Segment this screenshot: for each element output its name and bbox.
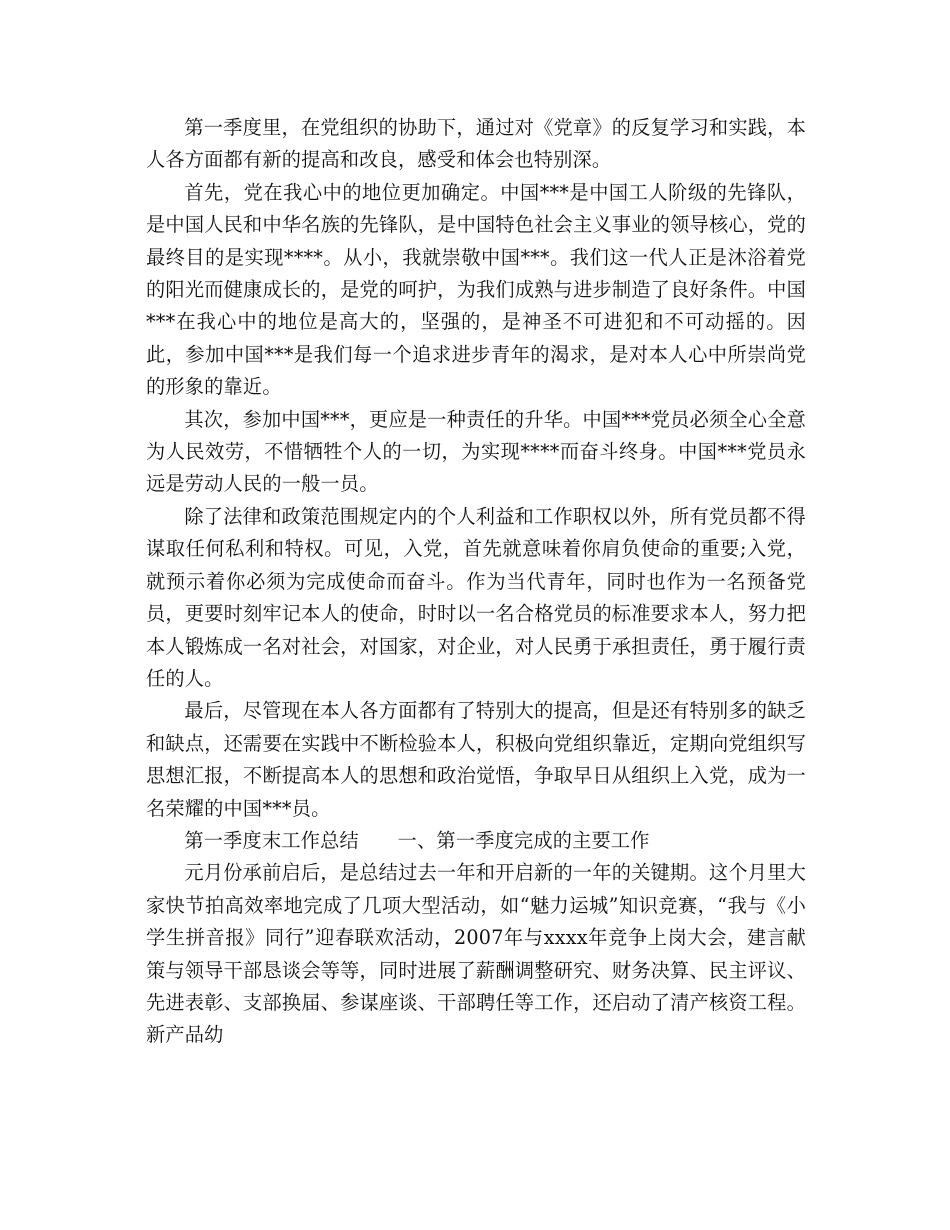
paragraph-4: 除了法律和政策范围规定内的个人利益和工作职权以外，所有党员都不得谋取任何私利和特权。可见，入党，首先就意味着你肩负使命的重要;入党，就预示着你必须为完成使命而奋斗。作为当代青年，同时也作为一名预备党员，更要时刻牢记本人的使命，时时以一名合格党员的标准要求本人，努力把本人锻炼成一名对社会，对国家，对企业，对人民勇于承担责任，勇于履行责任的人。 — [146, 504, 806, 690]
paragraph-5: 最后，尽管现在本人各方面都有了特别大的提高，但是还有特别多的缺乏和缺点，还需要在实践中不断检验本人，积极向党组织靠近，定期向党组织写思想汇报，不断提高本人的思想和政治觉悟，争取早日从组织上入党，成为一名荣耀的中国***员。 — [146, 699, 806, 820]
paragraph-2: 首先，党在我心中的地位更加确定。中国***是中国工人阶级的先锋队，是中国人民和中华名族的先锋队，是中国特色社会主义事业的领导核心，党的最终目的是实现****。从小，我就崇敬中国***。我们这一代人正是沐浴着党的阳光而健康成长的，是党的呵护，为我们成熟与进步制造了良好条件。中国***在我心中的地位是高大的，坚强的，是神圣不可进犯和不可动摇的。因此，参加中国***是我们每一个追求进步青年的渴求，是对本人心中所崇尚党的形象的靠近。 — [146, 180, 806, 399]
paragraph-3: 其次，参加中国***，更应是一种责任的升华。中国***党员必须全心全意为人民效劳，不惜牺牲个人的一切，为实现****而奋斗终身。中国***党员永远是劳动人民的一般一员。 — [146, 407, 806, 496]
document-body — [146, 112, 806, 1052]
paragraph-1: 第一季度里，在党组织的协助下，通过对《党章》的反复学习和实践，本人各方面都有新的提高和改良，感受和体会也特别深。 — [146, 116, 806, 172]
paragraph-6: 元月份承前启后，是总结过去一年和开启新的一年的关键期。这个月里大家快节拍高效率地完成了几项大型活动，如“魅力运城”知识竞赛，“我与《小学生拼音报》同行”迎春联欢活动，2007年与xxxx年竞争上岗大会，建言献策与领导干部恳谈会等等，同时进展了薪酬调整研究、财务决算、民主评议、先进表彰、支部换届、参谋座谈、干部聘任等工作，还启动了清产核资工程。新产品幼 — [146, 861, 806, 1047]
section-heading: 第一季度末工作总结 一、第一季度完成的主要工作 — [184, 828, 650, 852]
